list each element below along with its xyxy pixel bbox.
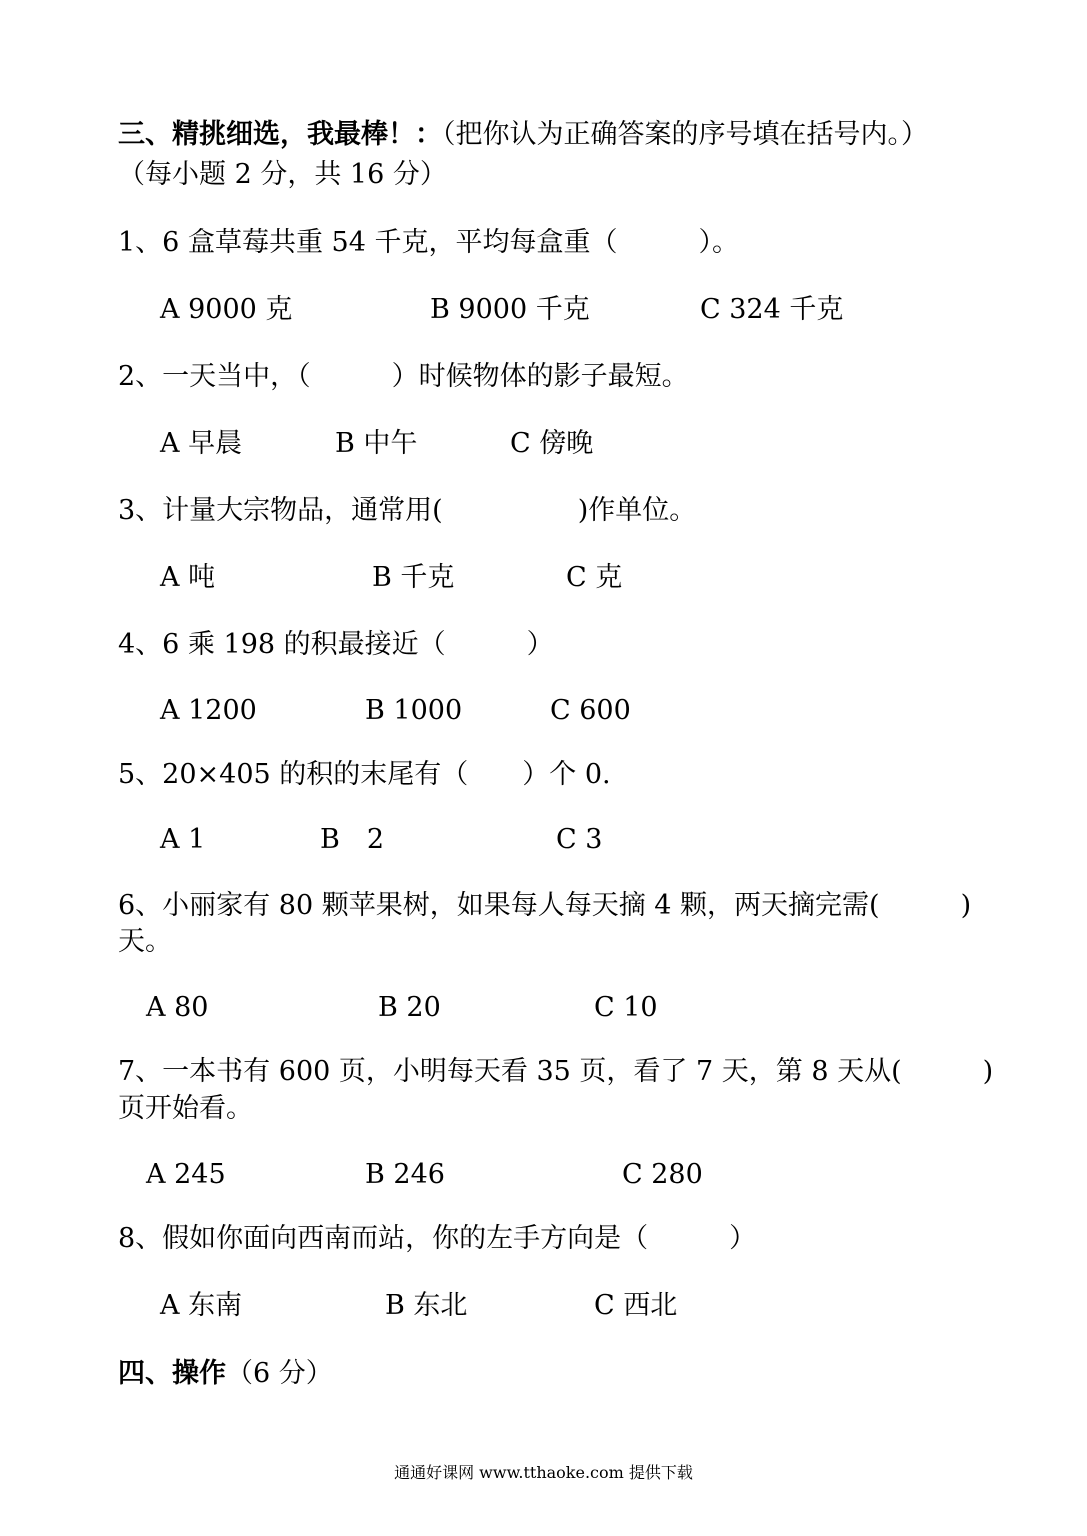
question-1: 1、6 盒草莓共重 54 千克，平均每盒重（ ）。 (118, 227, 739, 258)
question-4-option-a: A 1200 (160, 695, 257, 726)
question-7-continued: 页开始看。 (118, 1093, 253, 1124)
question-2-option-c: C 傍晚 (510, 428, 594, 459)
question-8: 8、假如你面向西南而站，你的左手方向是（ ） (118, 1223, 757, 1254)
section-3-heading (118, 118, 928, 152)
question-7-option-b: B 246 (365, 1159, 445, 1190)
question-8-option-a: A 东南 (160, 1290, 243, 1321)
question-1-option-b: B 9000 千克 (430, 294, 590, 325)
section-3-instruction: （把你认为正确答案的序号填在括号内。） (442, 119, 928, 150)
question-3-option-a: A 吨 (160, 562, 216, 593)
question-8-option-c: C 西北 (594, 1290, 678, 1321)
question-7-option-a: A 245 (146, 1159, 226, 1190)
question-4-option-c: C 600 (550, 695, 631, 726)
question-6-option-a: A 80 (146, 992, 209, 1023)
question-6-continued: 天。 (118, 926, 172, 957)
question-2-option-b: B 中午 (335, 428, 418, 459)
question-7: 7、一本书有 600 页，小明每天看 35 页，看了 7 天，第 8 天从( ) (118, 1056, 994, 1087)
question-2-option-a: A 早晨 (160, 428, 243, 459)
question-7-option-c: C 280 (622, 1159, 703, 1190)
question-1-option-a: A 9000 克 (160, 294, 293, 325)
question-4-option-b: B 1000 (365, 695, 463, 726)
question-6-option-b: B 20 (378, 992, 441, 1023)
question-5-option-a: A 1 (160, 824, 206, 855)
question-3: 3、计量大宗物品，通常用( )作单位。 (118, 495, 697, 526)
question-3-option-b: B 千克 (372, 562, 455, 593)
section-4-title: 四、操作 (118, 1358, 226, 1389)
section-4-points: （6 分） (226, 1358, 333, 1389)
section-3-subtitle: （每小题 2 分，共 16 分） (118, 159, 447, 190)
question-1-option-c: C 324 千克 (700, 294, 844, 325)
question-5: 5、20×405 的积的末尾有（ ）个 0. (118, 759, 611, 790)
question-5-option-c: C 3 (556, 824, 603, 855)
question-6-option-c: C 10 (594, 992, 658, 1023)
question-6: 6、小丽家有 80 颗苹果树，如果每人每天摘 4 颗，两天摘完需( ) (118, 890, 972, 921)
question-3-option-c: C 克 (566, 562, 623, 593)
section-4-heading (118, 1357, 333, 1391)
question-8-option-b: B 东北 (385, 1290, 468, 1321)
section-3-title: 三、精挑细选，我最棒！： (118, 119, 442, 150)
question-5-option-b: B 2 (320, 824, 385, 855)
question-2: 2、一天当中，（ ）时候物体的影子最短。 (118, 361, 689, 392)
question-4: 4、6 乘 198 的积最接近（ ） (118, 629, 554, 660)
footer-source: 通通好课网 www.tthaoke.com 提供下载 (394, 1463, 693, 1482)
